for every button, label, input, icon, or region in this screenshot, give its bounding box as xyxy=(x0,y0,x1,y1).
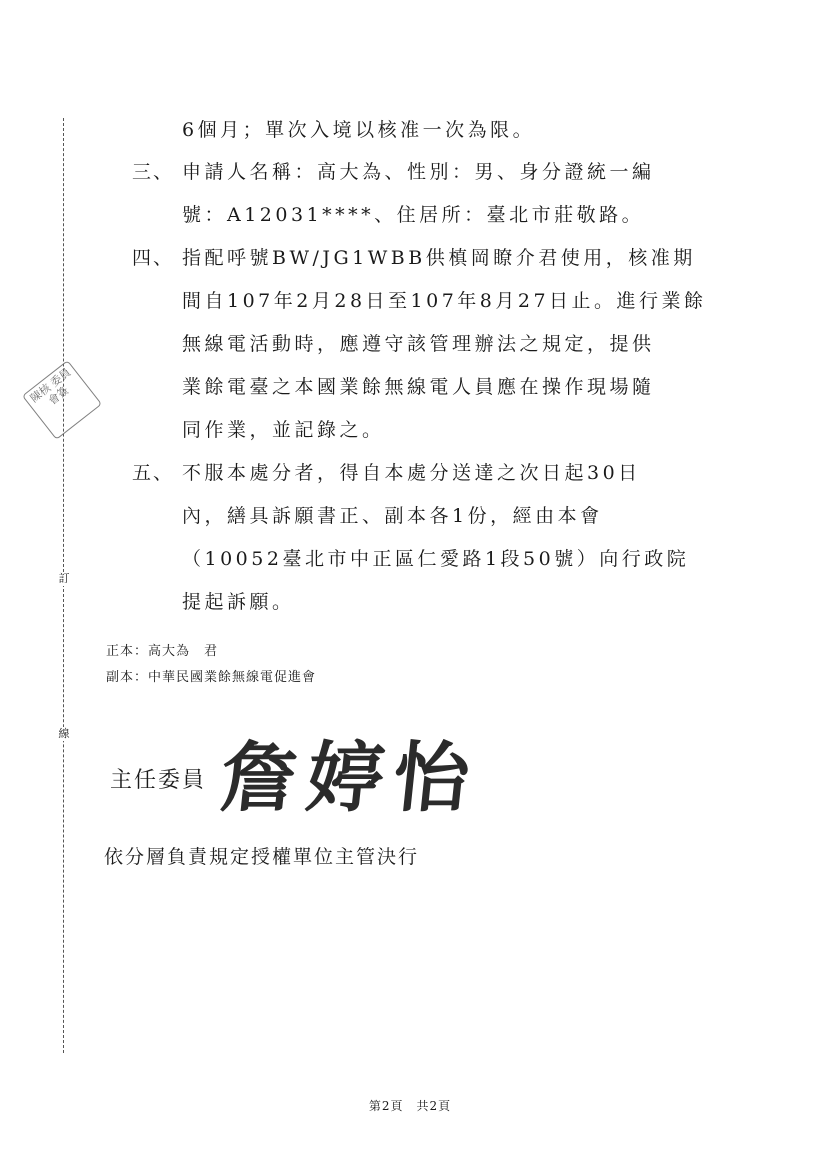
body-line: 號：A12031****、住居所：臺北市莊敬路。 xyxy=(182,204,645,226)
body-line: 同作業，並記錄之。 xyxy=(182,419,385,441)
body-line: 無線電活動時，應遵守該管理辦法之規定，提供 xyxy=(182,333,655,355)
binding-mark-xian: 線 xyxy=(55,727,73,741)
body-line: 指配呼號BW/JG1WBB供槙岡瞭介君使用，核准期 xyxy=(182,247,696,269)
signature: 詹婷怡 xyxy=(216,732,485,822)
body-line: 不服本處分者，得自本處分送達之次日起30日 xyxy=(182,462,641,484)
delegation-note: 依分層負責規定授權單位主管決行 xyxy=(104,846,420,868)
body-line: （10052臺北市中正區仁愛路1段50號）向行政院 xyxy=(182,548,690,570)
body-line: 6個月；單次入境以核准一次為限。 xyxy=(182,119,536,141)
signatory-title: 主任委員 xyxy=(110,768,207,793)
item-marker-4: 四、 xyxy=(132,247,175,269)
original-recipient: 正本：高大為 君 xyxy=(106,644,219,659)
body-line: 間自107年2月28日至107年8月27日止。進行業餘 xyxy=(182,290,707,312)
body-line: 申請人名稱：高大為、性別：男、身分證統一編 xyxy=(182,161,655,183)
page-number: 第2頁 共2頁 xyxy=(368,1099,452,1113)
item-marker-5: 五、 xyxy=(132,462,175,484)
body-line: 內，繕具訴願書正、副本各1份，經由本會 xyxy=(182,505,603,527)
body-line: 業餘電臺之本國業餘無線電人員應在操作現場隨 xyxy=(182,376,655,398)
approval-stamp: 陳核 委員 會簽 xyxy=(22,360,102,440)
body-line: 提起訴願。 xyxy=(182,591,295,613)
copy-recipient: 副本：中華民國業餘無線電促進會 xyxy=(106,670,317,685)
item-marker-3: 三、 xyxy=(132,161,175,183)
binding-mark-ding: 訂 xyxy=(55,572,73,586)
